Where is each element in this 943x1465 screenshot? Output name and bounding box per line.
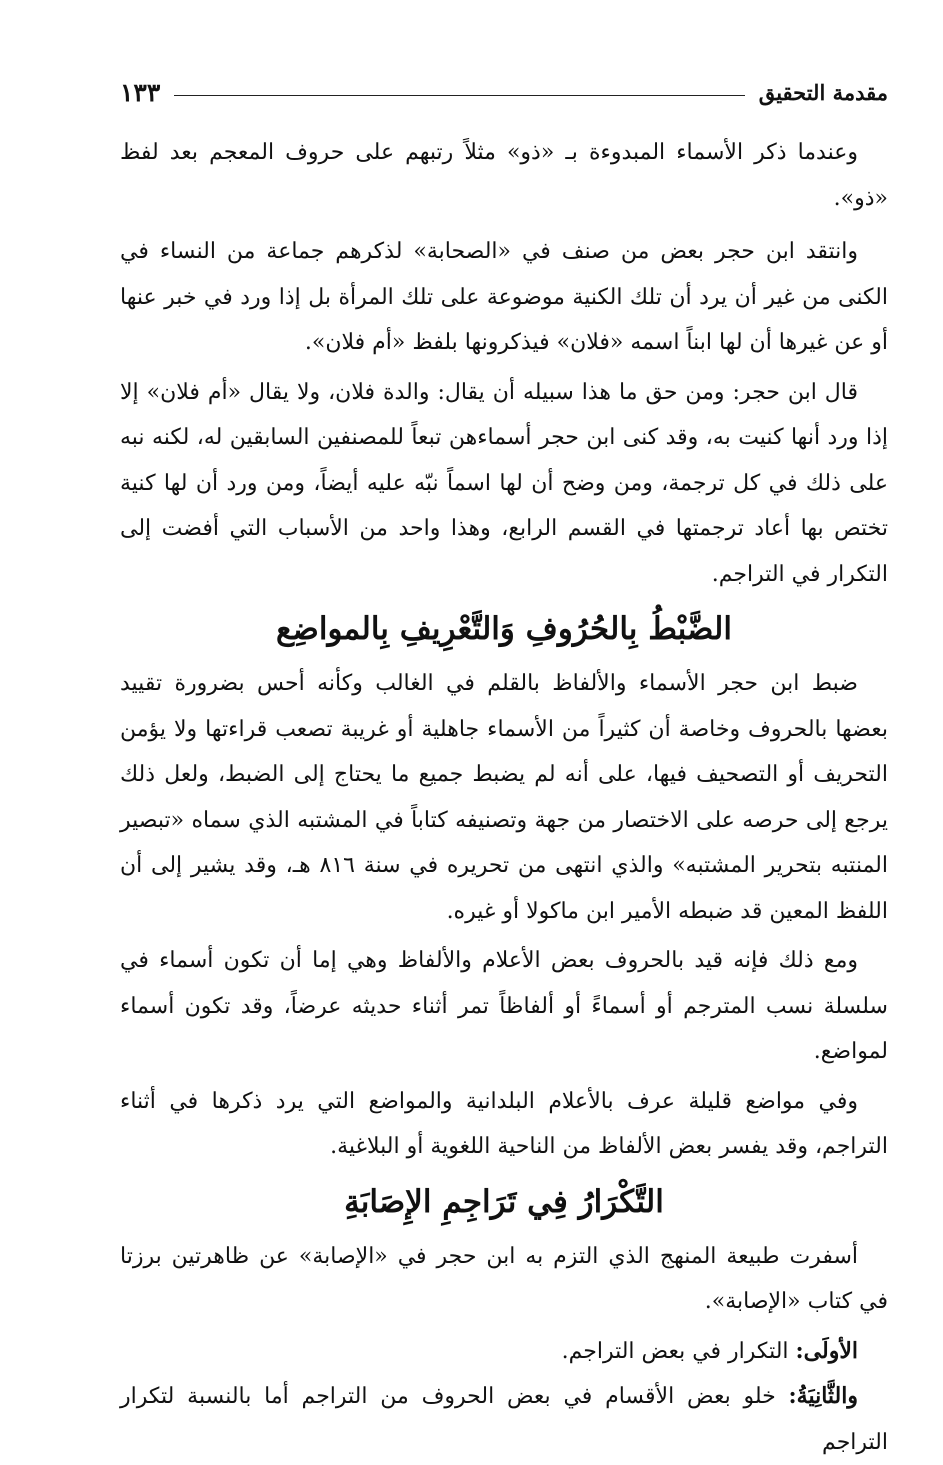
paragraph-dhu: وعندما ذكر الأسماء المبدوءة بـ «ذو» مثلاً رتبهم على حروف المعجم بعد لفظ «ذو». [120,140,888,211]
running-title: مقدمة التحقيق [758,79,888,105]
page-header [120,72,888,112]
item-text: التكرار في بعض التراجم. [561,1338,789,1364]
page-number: ١٣٣ [120,77,161,107]
paragraph-ibn-hajar-quote: قال ابن حجر: ومن حق ما هذا سبيله أن يقال: والدة فلان، ولا يقال «أم فلان» إلا إذا ورد أنها كنيت به، وقد كنى ابن حجر أسماءهن تبعاً للمصنفين السابقين له، لكنه نبه على ذلك في كل ترجمة، ومن وضح أن لها اسماً نبّه عليه أيضاً، ومن ورد أن لها كنية تختص بها أعاد ترجمتها في القسم الرابع، وهذا واحد من الأسباب التي أفضت إلى التكرار في التراجم. [120,379,888,587]
paragraph-places: وفي مواضع قليلة عرف بالأعلام البلدانية والمواضع التي يرد ذكرها في أثناء التراجم، وقد يفسر بعض الألفاظ من الناحية اللغوية أو البلاغية. [120,1088,888,1159]
section-heading-spelling: الضَّبْطُ بِالحُرُوفِ وَالتَّعْرِيفِ بِالمواضِع [276,611,732,647]
paragraph-names: ومع ذلك فإنه قيد بالحروف بعض الأعلام والألفاظ وهي إما أن تكون أسماء في سلسلة نسب المترجم أو أسماءً أو ألفاظاً تمر أثناء حديثه عرضاً، وقد تكون أسماء لمواضع. [120,948,888,1064]
paragraph-phenomena: أسفرت طبيعة المنهج الذي التزم به ابن حجر في «الإصابة» عن ظاهرتين برزتا في كتاب «الإصابة». [120,1243,888,1314]
paragraph-criticism: وانتقد ابن حجر بعض من صنف في «الصحابة» لذكرهم جماعة من النساء في الكنى من غير أن يرد أن تلك الكنية موضوعة على تلك المرأة بل إذا ورد في خبر عنها أو عن غيرها أن لها ابناً اسمه «فلان» فيذكرونها بلفظ «أم فلان». [120,239,888,355]
paragraph-spelling: ضبط ابن حجر الأسماء والألفاظ بالقلم في الغالب وكأنه أحس بضرورة تقييد بعضها بالحروف وخاصة أن كثيراً من الأسماء جاهلية أو غريبة تصعب قراءتها ولا يؤمن التحريف أو التصحيف فيها، على أنه لم يضبط جميع ما يحتاج إلى الضبط، ولعل ذلك يرجع إلى حرصه على الاختصار من جهة وتصنيفه كتاباً في المشتبه الذي سماه «تبصير المنتبه بتحرير المشتبه» والذي انتهى من تحريره في سنة ٨١٦ هـ، وقد يشير إلى أن اللفظ المعين قد ضبطه الأمير ابن ماكولا أو غيره. [120,671,888,924]
item-label: والثَّانِيَةُ: [788,1383,858,1409]
header-rule [174,95,744,96]
section-heading-repetition: التَّكْرَارُ فِي تَرَاجِمِ الإِصَابَةِ [344,1183,664,1220]
list-item [120,1374,888,1465]
item-label: الأولَى: [795,1337,858,1364]
item-text: خلو بعض الأقسام في بعض الحروف من التراجم أما بالنسبة لتكرار التراجم [120,1384,888,1455]
list-item [120,1329,888,1375]
page-body [120,130,888,1455]
